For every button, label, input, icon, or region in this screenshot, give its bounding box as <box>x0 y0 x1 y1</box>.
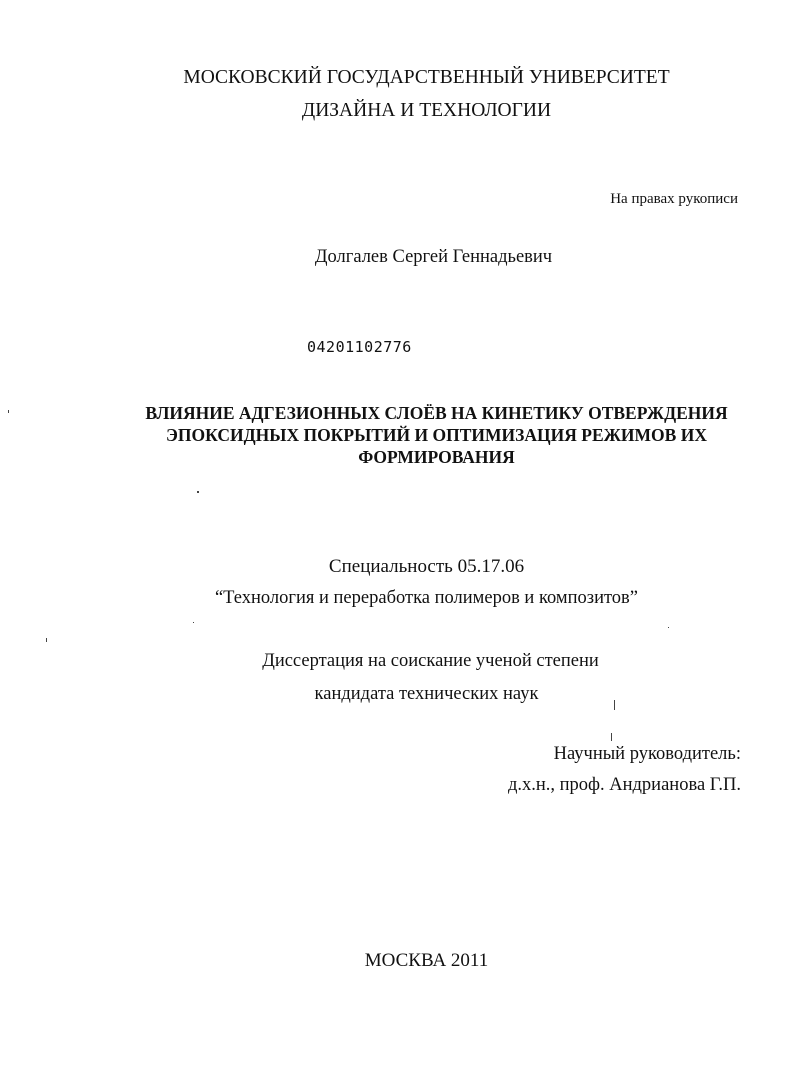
thesis-title-line3: ФОРМИРОВАНИЯ <box>358 447 515 467</box>
manuscript-rights-note: На правах рукописи <box>610 191 738 207</box>
thesis-title-line1: ВЛИЯНИЕ АДГЕЗИОННЫХ СЛОЁВ НА КИНЕТИКУ ОТВЕРЖДЕНИЯ <box>145 403 728 423</box>
scan-speck <box>197 491 199 493</box>
city-year: МОСКВА 2011 <box>364 950 489 971</box>
author-name: Долгалев Сергей Геннадьевич <box>314 247 553 267</box>
thesis-title <box>40 402 793 468</box>
supervisor-name: д.х.н., проф. Андрианова Г.П. <box>507 775 741 795</box>
scan-speck <box>668 627 669 628</box>
specialty-name: “Технология и переработка полимеров и композитов” <box>214 588 639 608</box>
university-name-line1: МОСКОВСКИЙ ГОСУДАРСТВЕННЫЙ УНИВЕРСИТЕТ <box>183 67 670 88</box>
university-name-line2: ДИЗАЙНА И ТЕХНОЛОГИИ <box>301 100 552 121</box>
scan-speck <box>614 700 615 710</box>
scan-speck <box>8 410 9 413</box>
scan-speck <box>46 638 47 642</box>
degree-line2: кандидата технических наук <box>314 684 539 704</box>
thesis-title-line2: ЭПОКСИДНЫХ ПОКРЫТИЙ И ОПТИМИЗАЦИЯ РЕЖИМОВ ИХ <box>166 425 707 445</box>
degree-line1: Диссертация на соискание ученой степени <box>262 651 599 671</box>
scan-speck <box>611 733 612 741</box>
supervisor-label: Научный руководитель: <box>553 744 741 764</box>
specialty-code: Специальность 05.17.06 <box>328 556 525 577</box>
scan-speck <box>193 622 194 623</box>
registration-number: 04201102776 <box>307 338 412 356</box>
